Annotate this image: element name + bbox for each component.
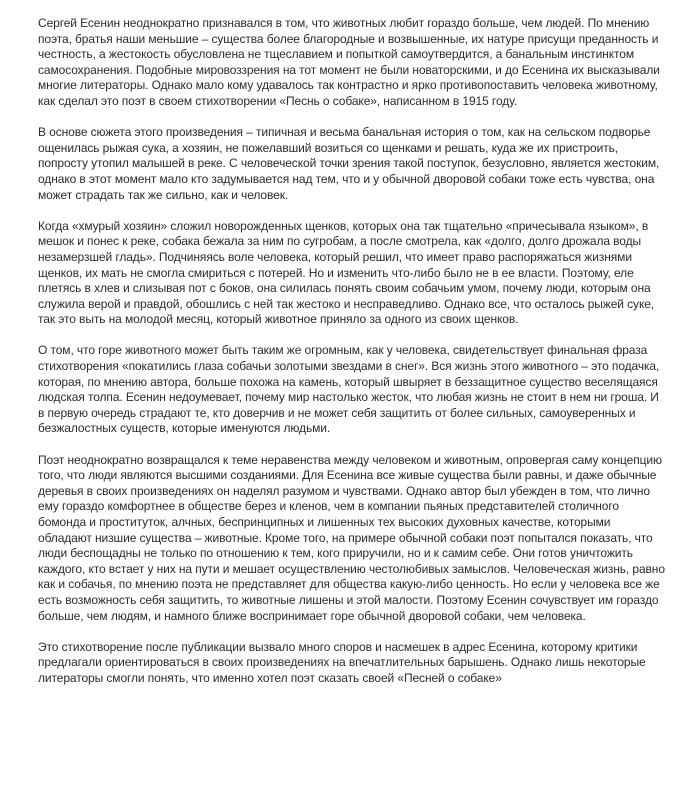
article-paragraph-4: О том, что горе животного может быть таким же огромным, как у человека, свидетельствует финальная фраза стихотворения «покатились глаза собачьи золотыми звездами в снег». Вся жизнь этого животного – это подачка, которая, по мнению автора, больше похожа на камень, который швыряет в беззащитное существо веселящаяся людская толпа. Есенин недоумевает, почему мир настолько жесток, что любая жизнь не стоит в нем ни гроша. И в первую очередь страдают те, кто доверчив и не может себя защитить от более сильных, самоуверенных и безжалостных существ, которые именуются людьми. [38, 343, 660, 436]
article-paragraph-6: Это стихотворение после публикации вызвало много споров и насмешек в адрес Есенина, которому критики предлагали ориентироваться в своих произведениях на впечатлительных барышень. Однако лишь некоторые литераторы смогли понять, что именно хотел поэт сказать своей «Песней о собаке» [38, 639, 646, 685]
article-paragraph-5: Поэт неоднократно возвращался к теме неравенства между человеком и животным, опровергая саму концепцию того, что люди являются высшими созданиями. Для Есенина все живые существа были равны, и даже обычные деревья в своих произведениях он наделял разумом и чувствами. Однако автор был убежден в том, что лично ему гораздо комфортнее в обществе берез и кленов, чем в компании пьяных представителей столичного бомонда и проституток, алчных, беспринципных и лишенных тех высоких духовных качестве, которыми обладают низшие существа – животные. Кроме того, на примере обычной собаки поэт попытался показать, что люди беспощадны не только по отношению к тем, кого приручили, но и к самим себе. Они готов уничтожить каждого, кто встает у них на пути и мешает осуществлению честолюбивых замыслов. Человеческая жизнь, равно как и собачья, по мнению поэта не представляет для общества какую-либо ценность. Но если у человека все же есть возможность себя защитить, то животные лишены и этой малости. Поэтому Есенин сочувствует им гораздо больше, чем людям, и намного ближе воспринимает горе обычной дворовой собаки, чем человека. [38, 452, 665, 623]
article-paragraph-2: В основе сюжета этого произведения – типичная и весьма банальная история о том, как на сельском подворье ощенилась рыжая сука, а хозяин, не пожелавший возиться со щенками и решать, куда же их пристроить, попросту утопил малышей в реке. С человеческой точки зрения такой поступок, безусловно, является жестоким, однако в этот момент мало кто задумывается над тем, что и у обычной дворовой собаки тоже есть чувства, она может страдать так же сильно, как и человек. [38, 125, 660, 202]
article-paragraph-1: Сергей Есенин неоднократно признавался в том, что животных любит гораздо больше, чем людей. По мнению поэта, братья наши меньшие – существа более благородные и возвышенные, их натуре присущи преданность и честность, а жестокость обусловлена не тщеславием и попыткой самоутвердится, а банальным инстинктом самосохранения. Подобные мировоззрения на тот момент не были новаторскими, и до Есенина их высказывали многие литераторы. Однако мало кому удавалось так контрастно и ярко противопоставить человека животному, как сделал это поэт в своем стихотворении «Песнь о собаке», написанном в 1915 году. [38, 16, 660, 108]
article-paragraph-3: Когда «хмурый хозяин» сложил новорожденных щенков, которых она так тщательно «причесывала языком», в мешок и понес к реке, собака бежала за ним по сугробам, а после смотрела, как «долго, долго дрожала воды незамерзшей гладь». Подчиняясь воле человека, который решил, что имеет право распоряжаться жизнями щенков, их мать не смогла смириться с потерей. Но и изменить что-либо было не в ее власти. Поэтому, еле плетясь в хлев и слизывая пот с боков, она силилась понять своим собачьим умом, почему люди, которым она служила верой и правдой, обошлись с ней так жестоко и несправедливо. Однако все, что осталось рыжей суке, так это выть на молодой месяц, который животное приняло за одного из своих щенков. [38, 218, 655, 327]
